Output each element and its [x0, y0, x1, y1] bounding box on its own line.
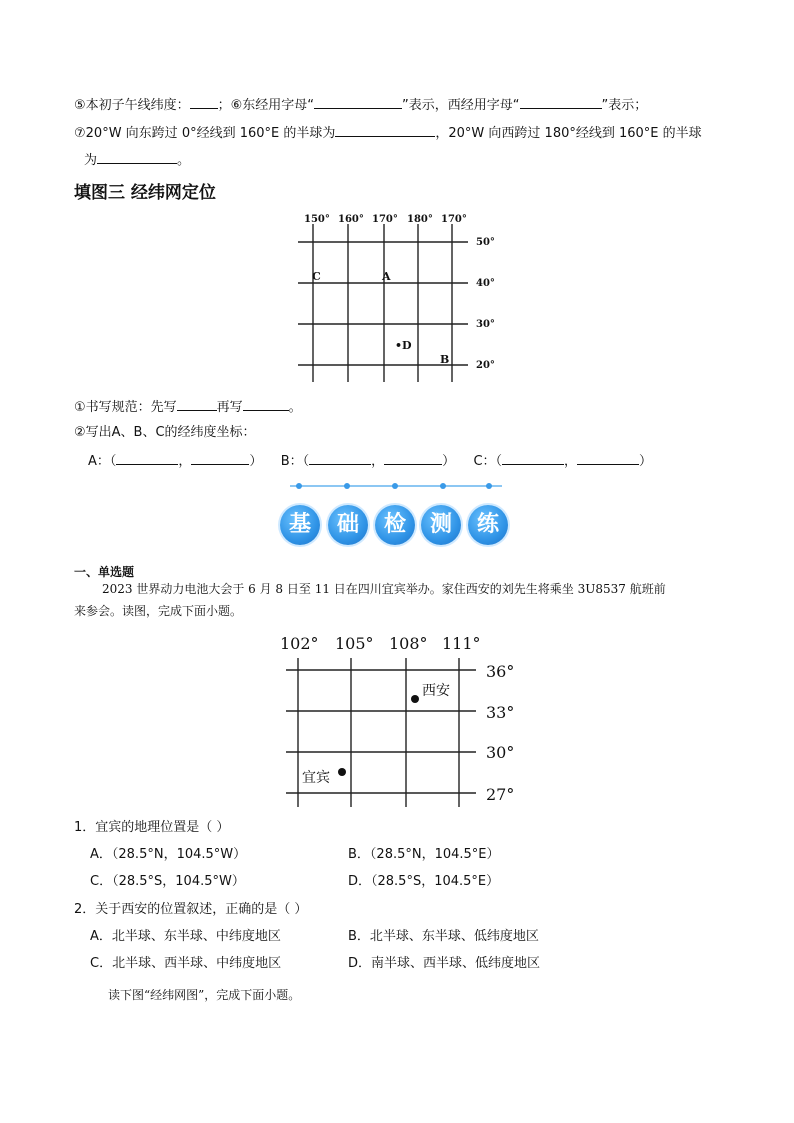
lon-label: 170° — [372, 214, 398, 225]
answer-blank[interactable] — [116, 452, 178, 465]
banner-char: 检 — [375, 505, 415, 545]
point-b-label: B — [440, 353, 450, 366]
answer-blank[interactable] — [177, 398, 217, 411]
question-1-option-c[interactable]: C．（28.5°S，104.5°W） — [90, 874, 245, 889]
map-lon-label: 111° — [442, 634, 481, 653]
answer-blank[interactable] — [335, 124, 435, 137]
coordinate-answers: A：（ ， ） B：（ ， ） C：（ ， ） — [88, 454, 653, 469]
map-lat-label: 36° — [486, 662, 515, 681]
lat-label: 40° — [476, 278, 495, 289]
banner-dot — [440, 483, 446, 489]
xian-yibin-map — [276, 632, 526, 807]
lat-label: 50° — [476, 237, 495, 248]
question-2-option-a[interactable]: A．北半球、东半球、中纬度地区 — [90, 929, 281, 944]
map-lon-label: 105° — [335, 634, 374, 653]
map-lon-label: 108° — [389, 634, 428, 653]
xian-marker — [411, 695, 419, 703]
xian-label: 西安 — [422, 683, 450, 699]
question-2-option-c[interactable]: C．北半球、西半球、中纬度地区 — [90, 956, 282, 971]
section-one-title: 一、单选题 — [74, 565, 135, 579]
banner-char: 练 — [468, 505, 508, 545]
intro-line-2: 来参会。读图，完成下面小题。 — [74, 604, 243, 618]
question-line-7: ⑦20°W 向东跨过 0°经线到 160°E 的半球为 ，20°W 向西跨过 180°经线到 160°E 的半球 — [74, 126, 702, 141]
answer-blank[interactable] — [502, 452, 564, 465]
lon-label: 170° — [441, 214, 467, 225]
lat-lon-grid-figure — [290, 208, 500, 384]
intro-line-1: 2023 世界动力电池大会于 6 月 8 日至 11 日在四川宜宾举办。家住西安的刘先生将乘坐 3U8537 航班前 — [102, 582, 666, 596]
banner-dot — [296, 483, 302, 489]
question-2-option-b[interactable]: B．北半球、东半球、低纬度地区 — [348, 929, 539, 944]
banner-dot — [486, 483, 492, 489]
coordinate-question: ②写出A、B、C的经纬度坐标： — [74, 425, 256, 440]
map-lat-label: 33° — [486, 703, 515, 722]
point-a-label: A — [382, 270, 391, 283]
next-figure-instruction: 读下图“经纬网图”，完成下面小题。 — [108, 988, 301, 1002]
map-lat-label: 30° — [486, 743, 515, 762]
banner-dot — [392, 483, 398, 489]
answer-blank[interactable] — [243, 398, 289, 411]
lon-label: 160° — [338, 214, 364, 225]
banner-dot — [344, 483, 350, 489]
yibin-label: 宜宾 — [302, 770, 330, 786]
question-1-option-d[interactable]: D．（28.5°S，104.5°E） — [348, 874, 500, 889]
answer-blank[interactable] — [520, 96, 602, 109]
lon-label: 180° — [407, 214, 433, 225]
answer-blank[interactable] — [314, 96, 402, 109]
yibin-marker — [338, 768, 346, 776]
map-lat-label: 27° — [486, 785, 515, 804]
section-heading: 填图三 经纬网定位 — [74, 183, 216, 203]
map-lon-label: 102° — [280, 634, 319, 653]
question-1-stem: 1．宜宾的地理位置是（ ） — [74, 820, 230, 835]
lat-label: 20° — [476, 360, 495, 371]
answer-blank[interactable] — [384, 452, 442, 465]
lat-label: 30° — [476, 319, 495, 330]
banner-char: 测 — [421, 505, 461, 545]
question-1-option-b[interactable]: B．（28.5°N，104.5°E） — [348, 847, 500, 862]
lon-label: 150° — [304, 214, 330, 225]
banner-char: 基 — [280, 505, 320, 545]
question-2-option-d[interactable]: D．南半球、西半球、低纬度地区 — [348, 956, 541, 971]
answer-blank[interactable] — [309, 452, 371, 465]
banner-char: 础 — [328, 505, 368, 545]
answer-blank[interactable] — [191, 452, 249, 465]
answer-blank[interactable] — [190, 96, 218, 109]
question-line-5-6: ⑤本初子午线纬度： ；⑥东经用字母“ ”表示，西经用字母“ ”表示； — [74, 98, 648, 113]
question-line-7-cont: 为 。 — [84, 153, 191, 168]
question-1-option-a[interactable]: A．（28.5°N，104.5°W） — [90, 847, 247, 862]
point-c-label: C — [312, 270, 321, 283]
answer-blank[interactable] — [97, 151, 177, 164]
point-d-label: •D — [395, 339, 412, 352]
answer-blank[interactable] — [577, 452, 639, 465]
writing-rule-question: ①书写规范：先写 再写 。 — [74, 400, 302, 415]
question-2-stem: 2．关于西安的位置叙述，正确的是（ ） — [74, 902, 308, 917]
